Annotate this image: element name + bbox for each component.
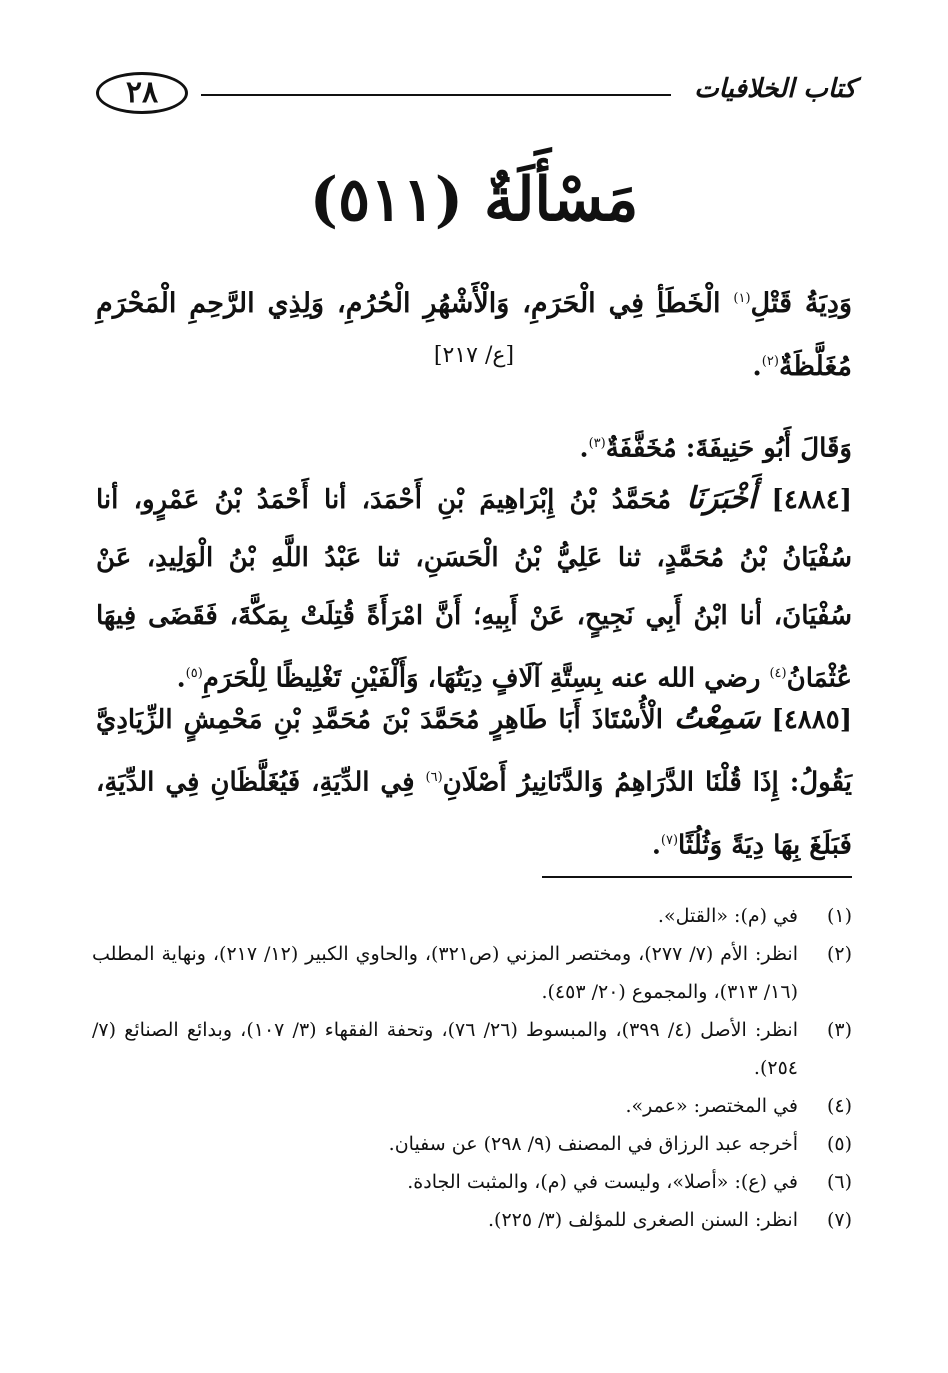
narration-text-a: مُحَمَّدُ بْنُ إِبْرَاهِيمَ بْنِ أَحْمَدَ، أنا أَحْمَدُ بْنُ عَمْرٍو، أنا سُفْيَانُ بْنُ مُحَمَّدٍ، ثنا عَلِيُّ بْنُ الْحَسَنِ، ثنا عَبْدُ اللَّهِ بْنُ الْوَلِيدِ، عَنْ سُفْيَانَ، أنا ابْنُ أَبِي نَجِيحٍ، عَنْ أَبِيهِ؛ أَنَّ امْرَأَةً قُتِلَتْ بِمَكَّةَ، فَقَضَى فِيهَا عُثْمَانُ xyxy=(96,485,852,694)
footnote-number: (٢) xyxy=(826,943,852,965)
footnote-number: (١) xyxy=(826,905,852,927)
footnote-text: انظر: الأصل (٤/ ٣٩٩)، والمبسوط (٢٦/ ٧٦)، وتحفة الفقهاء (٣/ ١٠٧)، وبدائع الصنائع (٧/ ٢٥٤). xyxy=(92,1019,798,1079)
abu-hanifa-opinion xyxy=(96,415,852,478)
footnote-ref-1: (١) xyxy=(733,291,751,306)
footnote-ref-6: (٦) xyxy=(425,770,443,785)
footnote-item xyxy=(92,1011,852,1087)
narration-end: . xyxy=(176,663,186,694)
page-header xyxy=(96,72,856,122)
footnote-number: (٤) xyxy=(826,1095,852,1117)
manuscript-ref-tag: [ع/ ٢١٧] xyxy=(433,343,515,368)
footnote-item xyxy=(92,1125,852,1163)
footnote-item xyxy=(92,1087,852,1125)
page-number: ٢٨ xyxy=(96,72,188,114)
narration-verb: أَخْبَرَنَا xyxy=(686,481,757,516)
footnote-item xyxy=(92,1163,852,1201)
footnote-ref-5: (٥) xyxy=(185,666,203,681)
footnote-text: في (ع): «أصلا»، وليست في (م)، والمثبت الجادة. xyxy=(407,1171,798,1193)
footnote-text: أخرجه عبد الرزاق في المصنف (٩/ ٢٩٨) عن سفيان. xyxy=(388,1133,798,1155)
footnote-item xyxy=(92,935,852,1011)
narration-text-a: الْأُسْتَاذَ أَبَا طَاهِرٍ مُحَمَّدَ بْنَ مُحَمَّدِ بْنِ مَحْمِشٍ الزِّيَادِيَّ يَقُولُ: إِذَا قُلْنَا الدَّرَاهِمُ وَالدَّنَانِيرُ أَصْلَانِ xyxy=(96,705,853,798)
abu-hanifa-text: وَقَالَ أَبُو حَنِيفَةَ: مُخَفَّفَةٌ xyxy=(605,433,852,464)
footnote-text: في المختصر: «عمر». xyxy=(625,1095,798,1117)
narration-number: [٤٨٨٥] xyxy=(771,705,852,735)
footnote-ref-2: (٢) xyxy=(761,354,779,369)
header-rule xyxy=(201,94,671,96)
footnote-text: في (م): «القتل». xyxy=(657,905,798,927)
footnote-number: (٧) xyxy=(826,1209,852,1231)
footnotes-list xyxy=(92,897,852,1239)
footnote-number: (٥) xyxy=(826,1133,852,1155)
abu-hanifa-end: . xyxy=(579,433,589,464)
narration-number: [٤٨٨٤] xyxy=(771,485,852,515)
book-title: كتاب الخلافيات xyxy=(694,74,856,104)
masala-title: مَسْأَلَةٌ (٥١١) xyxy=(309,165,639,235)
narration-4884 xyxy=(96,470,852,708)
footnote-number: (٣) xyxy=(826,1019,852,1041)
ruling-end: . xyxy=(752,351,762,382)
footnote-number: (٦) xyxy=(826,1171,852,1193)
narration-4885 xyxy=(96,690,852,874)
ruling-part-a: وَدِيَةُ قَتْلِ xyxy=(750,288,852,319)
footnote-ref-3: (٣) xyxy=(588,436,606,451)
footnote-item xyxy=(92,1201,852,1239)
footnote-ref-7: (٧) xyxy=(660,832,679,848)
footnote-ref-4: (٤) xyxy=(769,666,787,681)
ruling-text xyxy=(96,270,852,396)
narration-text-b: فِي الدِّيَةِ، فَيُغَلَّظَانِ فِي الدِّيَةِ، فَبَلَغَ بِهَا دِيَةً وَثُلُثًا xyxy=(96,767,852,861)
ruling-part-b: الْخَطَأِ فِي الْحَرَمِ، وَالْأَشْهُرِ الْحُرُمِ، وَلِذِي الرَّحِمِ الْمَحْرَمِ مُغَلَّظَةٌ xyxy=(96,288,852,382)
footnote-item xyxy=(92,897,852,935)
narration-verb: سَمِعْتُ xyxy=(674,701,761,736)
narration-end: . xyxy=(651,830,661,861)
narration-text-b: رضي الله عنه بِسِتَّةِ آلَافٍ دِيَتُهَا، وَأَلْفَيْنِ تَغْلِيظًا لِلْحَرَمِ xyxy=(202,663,770,694)
footnote-divider xyxy=(542,876,852,878)
footnote-text: انظر: الأم (٧/ ٢٧٧)، ومختصر المزني (ص٣٢١)، والحاوي الكبير (١٢/ ٢١٧)، ونهاية المطلب (١٦/ ٣١٣)، والمجموع (٢٠/ ٤٥٣). xyxy=(92,943,798,1003)
footnote-text: انظر: السنن الصغرى للمؤلف (٣/ ٢٢٥). xyxy=(488,1209,798,1231)
